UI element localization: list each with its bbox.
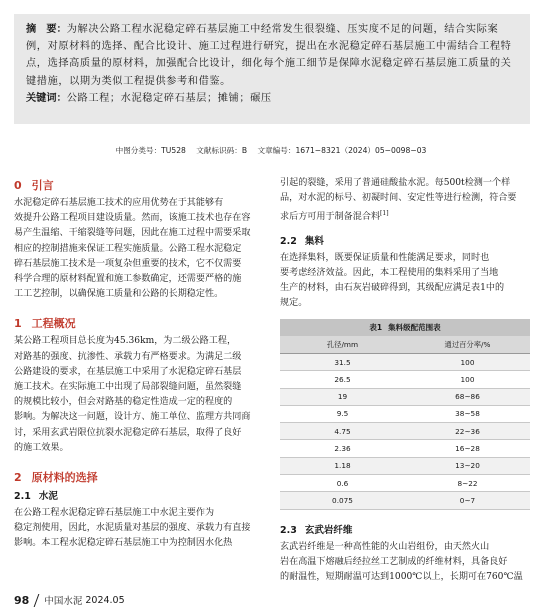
keywords-line (26, 90, 518, 107)
aggregate-line: 要考虑经济效益。因此，本工程使用的集料采用了当地 (280, 267, 499, 278)
subsection-title: 集料 (304, 235, 324, 247)
subsection-number: 2.3 (280, 524, 297, 536)
right-column (280, 176, 530, 585)
table-cell: 13~20 (405, 457, 530, 474)
table-cell: 0.075 (280, 492, 405, 509)
aggregate-paragraph (280, 251, 530, 312)
overview-line: 影响。为解决这一问题，设计方、施工单位、监理方共同商 (14, 412, 251, 423)
table-row (280, 423, 530, 440)
overview-line: 讨，采用玄武岩限位抗裂水泥稳定碎石基层，取得了良好 (14, 427, 242, 438)
basalt-line: 玄武岩纤维是一种高性能的火山岩组份，由天然火山 (280, 541, 490, 552)
footer-divider (34, 594, 40, 607)
column-header: 孔径/mm (280, 336, 405, 353)
keywords-label: 关键词： (26, 92, 67, 104)
section-heading-intro (14, 176, 270, 196)
aggregate-line: 在选择集料，既要保证质量和性能满足要求，同时也 (280, 252, 490, 263)
overview-line: 的施工效果。 (14, 442, 69, 453)
table-cell: 31.5 (280, 353, 405, 370)
abstract-box (14, 14, 530, 124)
gradation-table (280, 319, 530, 509)
cement-line: 影响。本工程水泥稳定碎石基层施工中为控制因水化热 (14, 538, 233, 549)
page-footer (14, 592, 125, 608)
section-heading-overview (14, 314, 270, 334)
table-cell: 19 (280, 388, 405, 405)
overview-line: 对路基的强度、抗渗性、承载力有严格要求。为满足二级 (14, 351, 242, 362)
table-cell: 100 (405, 353, 530, 370)
intro-line: 水泥稳定碎石基层施工技术的应用优势在于其能够有 (14, 198, 224, 208)
subsection-title: 玄武岩纤维 (304, 524, 353, 536)
overview-line: 某公路工程项目总长度为45.36km，为二级公路工程， (14, 336, 237, 347)
intro-line: 相应的控制措施来保证工程实施质量。公路工程水泥稳定 (14, 243, 242, 254)
table-grid (280, 336, 530, 509)
subsection-title: 水泥 (38, 491, 58, 503)
cement-paragraph (14, 506, 270, 552)
journal-name: 中国水泥 (44, 596, 83, 607)
table-header-row (280, 336, 530, 353)
cement-line: 稳定剂使用，因此，水泥质量对基层的强度、承载力有直接 (14, 523, 251, 534)
subsection-heading-cement (14, 488, 270, 506)
abstract-label: 摘 要： (26, 24, 67, 35)
table-row (280, 353, 530, 370)
aggregate-line: 生产的材料，由石灰岩破碎得到，其级配应满足表1中的 (280, 283, 505, 294)
section-number: 2 (14, 471, 22, 485)
table-cell: 22~36 (405, 423, 530, 440)
cement-line: 引起的裂缝，采用了普通硅酸盐水泥。每500t检测一个样 (280, 178, 511, 188)
table-cell: 68~86 (405, 388, 530, 405)
table-row (280, 492, 530, 509)
abstract-line-3: 点，选择高质量的原材料，加强配合比设计，细化每个施工细节是保障水泥稳定碎石基层施工质量的关 (26, 58, 512, 70)
section-title: 引言 (31, 179, 54, 192)
table-row (280, 405, 530, 422)
section-heading-materials (14, 468, 270, 488)
keywords-text: 公路工程；水泥稳定碎石基层；摊铺；碾压 (66, 92, 272, 104)
table-row (280, 388, 530, 405)
table-row (280, 457, 530, 474)
table-cell: 26.5 (280, 371, 405, 388)
overview-paragraph (14, 334, 270, 456)
basalt-line: 的耐温性，短期耐温可达到1000℃以上，长期可在760℃温 (280, 572, 523, 583)
abstract-line-1 (26, 21, 518, 38)
document-code: 文献标识码：B (196, 146, 248, 155)
overview-line: 的规模比较小，但会对路基的稳定性造成一定的程度的 (14, 397, 233, 408)
abstract-line-2: 例，对原材料的选择、配合比设计、施工过程进行研究，提出在水泥稳定碎石基层施工中需结合工程特 (26, 41, 512, 53)
subsection-heading-basalt-fiber (280, 522, 530, 540)
table-cell: 0.6 (280, 475, 405, 492)
column-header: 通过百分率/% (405, 336, 530, 353)
section-title: 原材料的选择 (31, 471, 98, 485)
citation-mark: [1] (380, 210, 389, 218)
intro-line: 工工艺控制，以确保施工质量和公路的长期稳定性。 (14, 289, 224, 300)
table-number: 表1 (369, 323, 383, 333)
subsection-number: 2.1 (14, 491, 31, 503)
page-number: 98 (14, 593, 30, 607)
clc-number: 中图分类号：TU528 (115, 146, 186, 155)
abstract-text-1: 为解决公路工程水泥稳定碎石基层施工中经常发生很裂缝、压实度不足的问题，结合实际案 (66, 24, 499, 35)
cement-line (280, 206, 530, 225)
table-cell: 38~58 (405, 405, 530, 422)
overview-line: 施工技术。在实际施工中出现了局部裂缝问题，虽然裂缝 (14, 382, 242, 393)
subsection-number: 2.2 (280, 235, 297, 247)
intro-line: 科学合理的原材料配置和施工参数确定，还需要严格的施 (14, 274, 242, 285)
cement-paragraph-continued (280, 176, 530, 226)
classification-line (0, 145, 542, 156)
article-number: 文章编号：1671−8321（2024）05−0098−03 (257, 146, 427, 155)
table-row (280, 475, 530, 492)
table-cell: 16~28 (405, 440, 530, 457)
basalt-fiber-paragraph (280, 540, 530, 586)
table-row (280, 440, 530, 457)
section-number: 0 (14, 179, 22, 192)
intro-line: 效提升公路工程项目建设质量。然而，该施工技术也存在容 (14, 213, 251, 224)
table-cell: 9.5 (280, 405, 405, 422)
table-cell: 1.18 (280, 457, 405, 474)
table-cell: 4.75 (280, 423, 405, 440)
section-number: 1 (14, 317, 22, 331)
table-row (280, 371, 530, 388)
overview-line: 公路建设的要求，在基层施工中采用了水泥稳定碎石基层 (14, 366, 242, 377)
intro-line: 碎石基层施工技术是一项复杂但重要的技术，它不仅需要 (14, 258, 242, 269)
basalt-line: 岩在高温下熔融后经拉丝工艺制成的纤维材料，具备良好 (280, 556, 508, 567)
cement-line-text: 求后方可用于制备混合料 (280, 212, 381, 223)
section-title: 工程概况 (31, 317, 76, 331)
cement-line: 在公路工程水泥稳定碎石基层施工中水泥主要作为 (14, 508, 215, 519)
aggregate-line: 规定。 (280, 298, 308, 309)
abstract-line-4: 键措施，以期为类似工程提供参考和借鉴。 (26, 75, 231, 87)
intro-line: 易产生温缩、干缩裂缝等问题，因此在施工过程中需要采取 (14, 228, 251, 239)
intro-paragraph (14, 196, 270, 302)
cement-line: 品，对水泥的标号、初凝时间、安定性等进行检测，符合要 (280, 193, 517, 204)
journal-issue: 2024.05 (85, 594, 125, 606)
left-column (14, 176, 270, 552)
subsection-heading-aggregate (280, 233, 530, 251)
table-cell: 100 (405, 371, 530, 388)
table-cell: 8~22 (405, 475, 530, 492)
table-caption (280, 319, 530, 336)
table-title: 集料级配范围表 (388, 323, 441, 333)
table-cell: 2.36 (280, 440, 405, 457)
table-cell: 0~7 (405, 492, 530, 509)
